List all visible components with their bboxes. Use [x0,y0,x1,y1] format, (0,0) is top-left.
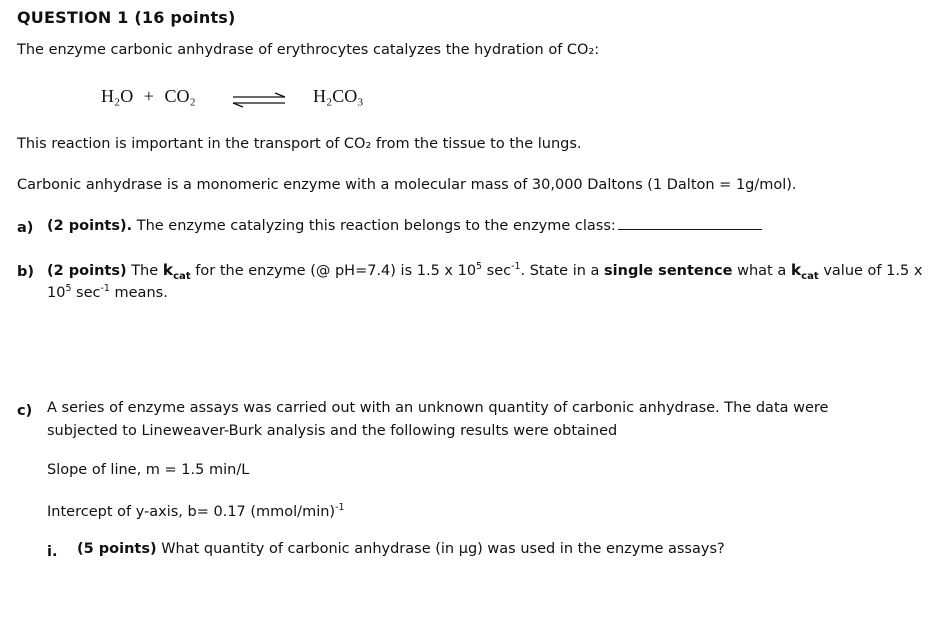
part-c-label: c) [17,403,33,419]
intercept-exponent: -1 [335,502,345,513]
transport-text: This reaction is important in the transport of CO₂ from the tissue to the lungs. [17,136,582,152]
exponent-5-b: 5 [65,283,72,294]
question-intro: The enzyme carbonic anhydrase of erythrocytes catalyzes the hydration of CO₂: [17,42,600,58]
part-b [17,261,34,280]
intercept-text: Intercept of y-axis, b= 0.17 (mmol/min)$^{-1}$ [47,502,345,520]
part-b-line2-sec: sec [71,284,101,301]
part-c-i-question: What quantity of carbonic anhydrase (in μg) was used in the enzyme assays? [156,541,725,557]
part-b-line2-base: 10 [47,284,66,301]
slope-text: Slope of line, m = 1.5 min/L [47,462,250,478]
equilibrium-arrow-icon [231,92,287,108]
part-b-text4: . State in a [520,263,605,279]
part-b-label: b) [17,264,35,280]
part-a-points: (2 points). [47,218,133,234]
kcat-symbol-2: $k_{cat}$ [790,261,819,283]
part-a-label: a) [17,220,34,236]
part-c-i [47,541,57,560]
part-b-line2-end: means. [109,284,168,301]
part-b-points: (2 points) [47,263,127,279]
co2-term: CO₂ [164,86,196,106]
part-b-text6: value of 1.5 x [818,263,923,279]
question-heading: QUESTION 1 (16 points) [17,8,236,27]
h2o-term: H₂O [101,86,134,106]
part-b-text1: The [126,263,163,279]
reaction-equation [101,86,196,107]
part-c-i-label: i. [47,544,58,560]
part-b-text5: what a [732,263,791,279]
product-term: H₂CO₃ [313,86,364,106]
part-b-line2 [47,283,168,301]
part-b-text3: sec [482,263,512,279]
exponent-5: 5 [476,261,483,273]
part-c-i-text [77,541,725,557]
part-b-line1 [47,261,922,282]
part-c-i-points: (5 points) [77,541,157,557]
part-c [17,400,32,419]
part-a-question: The enzyme catalyzing this reaction belongs to the enzyme class: [132,218,616,234]
molecular-mass-text: Carbonic anhydrase is a monomeric enzyme with a molecular mass of 30,000 Daltons (1 Dalton = 1g/mol). [17,177,797,193]
part-a-text [47,217,762,234]
exponent-neg1: -1 [511,261,521,273]
exponent-neg1-b: -1 [100,283,110,294]
part-a [17,217,33,236]
plus-sign: + [143,86,154,106]
part-a-answer-blank[interactable] [618,217,762,230]
single-sentence-emphasis: single sentence [604,263,733,279]
kcat-symbol: $k_{cat}$ [162,261,191,283]
part-c-line1: A series of enzyme assays was carried out with an unknown quantity of carbonic anhydrase. The data were [47,400,829,416]
part-c-line2: subjected to Lineweaver-Burk analysis and the following results were obtained [47,423,618,439]
part-b-text2: for the enzyme (@ pH=7.4) is 1.5 x 10 [190,263,477,279]
